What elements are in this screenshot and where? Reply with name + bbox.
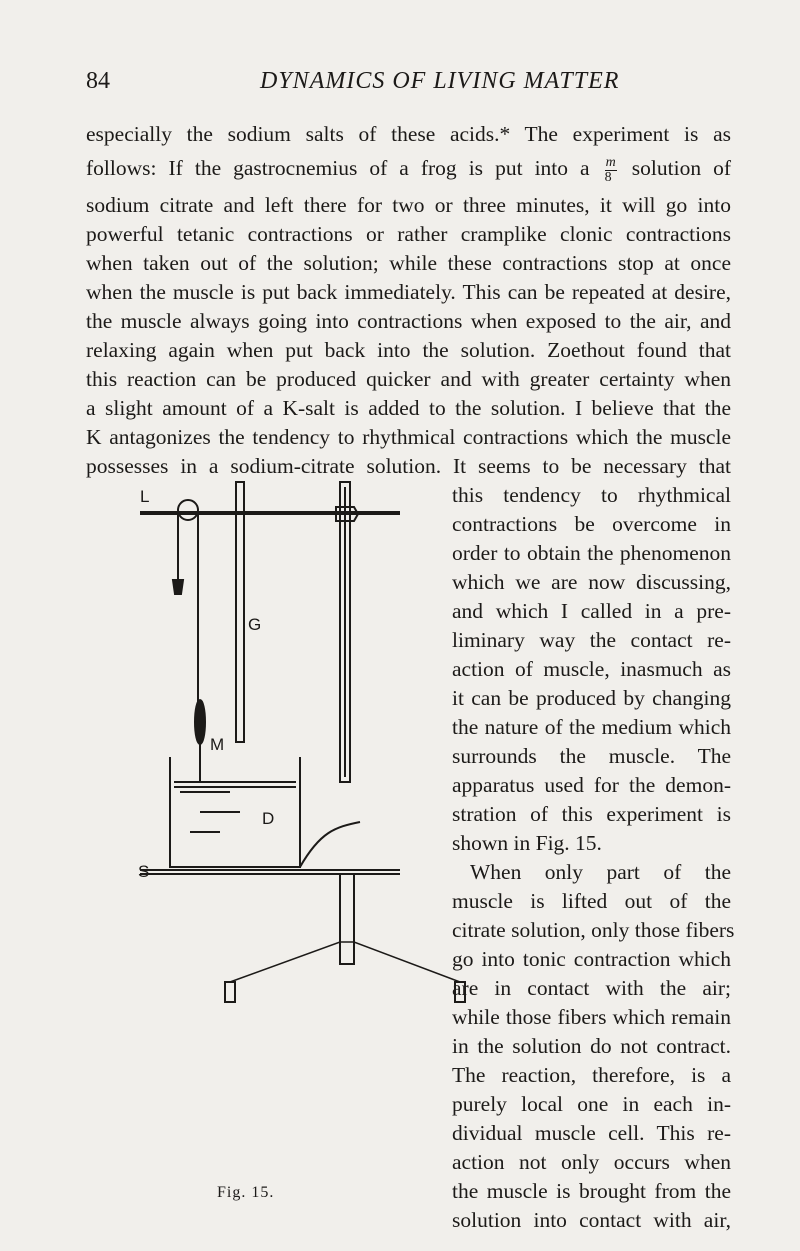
text-line: when taken out of the solution; while these contractions stop at once	[86, 251, 731, 275]
pulley	[178, 500, 198, 520]
text-line: muscle is lifted out of the	[452, 889, 731, 913]
muscle	[195, 700, 205, 744]
text-line: The reaction, therefore, is a	[452, 1063, 731, 1087]
label-m: M	[210, 735, 225, 754]
text-line: it can be produced by changing	[452, 686, 731, 710]
text-line: solution into contact with air,	[452, 1208, 731, 1232]
fraction	[605, 156, 617, 185]
text-line: and which I called in a pre-	[452, 599, 731, 623]
text-line: sodium citrate and left there for two or three minutes, it will go into	[86, 193, 731, 217]
text-line: order to obtain the phenomenon	[452, 541, 731, 565]
text-line: in the solution do not contract.	[452, 1034, 731, 1058]
text-line: liminary way the contact re-	[452, 628, 731, 652]
text-segment: follows: If the gastrocnemius of a frog is put into a	[86, 156, 590, 180]
fraction-numerator: m	[605, 154, 616, 170]
text-line: K antagonizes the tendency to rhythmical contractions which the muscle	[86, 425, 731, 449]
text-line: this tendency to rhythmical	[452, 483, 731, 507]
label-s: S	[138, 862, 150, 881]
fraction-denominator: 8	[604, 169, 612, 185]
text-line: especially the sodium salts of these acids.* The experiment is as	[86, 122, 731, 146]
text-line: dividual muscle cell. This re-	[452, 1121, 731, 1145]
text-line: the muscle is brought from the	[452, 1179, 731, 1203]
tube-g	[236, 482, 244, 742]
text-line: the nature of the medium which	[452, 715, 731, 739]
text-line: go into tonic contraction which	[452, 947, 731, 971]
figure-caption: Fig. 15.	[217, 1184, 275, 1201]
running-header: DYNAMICS OF LIVING MATTER	[260, 68, 620, 94]
text-line: apparatus used for the demon-	[452, 773, 731, 797]
text-line-with-fraction	[86, 154, 731, 185]
text-line: a slight amount of a K-salt is added to the solution. I believe that the	[86, 396, 731, 420]
text-line: while those fibers which remain	[452, 1005, 731, 1029]
text-line: action not only occurs when	[452, 1150, 731, 1174]
apparatus-figure	[138, 362, 450, 881]
text-line: stration of this experiment is	[452, 802, 731, 826]
text-line: action of muscle, inasmuch as	[452, 657, 731, 681]
text-line: When only part of the	[470, 860, 731, 884]
text-line: which we are now discussing,	[452, 570, 731, 594]
text-line: surrounds the muscle. The	[452, 744, 731, 768]
text-line: powerful tetanic contractions or rather cramplike clonic contractions	[86, 222, 731, 246]
text-line: citrate solution, only those fibers	[452, 918, 735, 942]
weight	[173, 580, 183, 594]
text-line: when the muscle is put back immediately. This can be repeated at desire,	[86, 280, 731, 304]
label-l: L	[140, 487, 150, 506]
text-line: are in contact with the air;	[452, 976, 731, 1000]
text-line: possesses in a sodium-citrate solution. It seems to be necessary that	[86, 454, 731, 478]
text-line: purely local one in each in-	[452, 1092, 731, 1116]
label-d: D	[262, 809, 275, 828]
text-line: this reaction can be produced quicker and with greater certainty when	[86, 367, 731, 391]
text-line: relaxing again when put back into the solution. Zoethout found that	[86, 338, 731, 362]
text-segment: solution of	[631, 156, 732, 180]
page-number: 84	[86, 68, 110, 94]
text-line: contractions be overcome in	[452, 512, 731, 536]
connector	[300, 822, 360, 867]
text-line: shown in Fig. 15.	[452, 831, 602, 855]
label-g: G	[248, 615, 262, 634]
text-line: the muscle always going into contractions when exposed to the air, and	[86, 309, 731, 333]
